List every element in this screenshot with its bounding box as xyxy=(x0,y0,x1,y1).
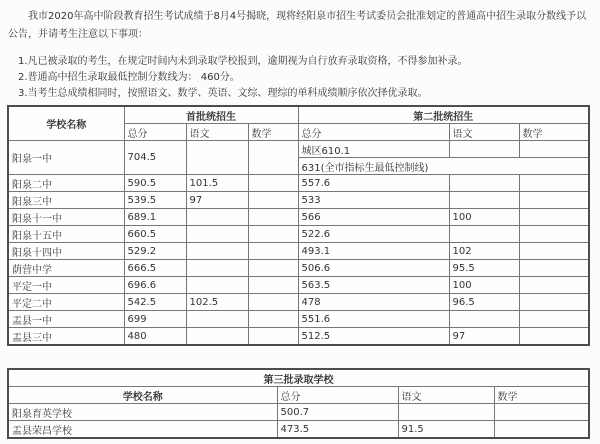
score-cell xyxy=(519,328,589,346)
score-cell xyxy=(519,175,589,192)
admission-notice xyxy=(8,8,592,102)
score-cell: 95.5 xyxy=(449,260,519,277)
score-cell: 533 xyxy=(298,192,449,209)
score-cell: 478 xyxy=(298,294,449,311)
score-cell: 512.5 xyxy=(298,328,449,346)
b1-chinese-header: 语文 xyxy=(186,124,248,141)
school-name-cell: 平定一中 xyxy=(8,277,124,294)
third-batch-title: 第三批录取学校 xyxy=(8,369,589,387)
table-row xyxy=(8,404,589,421)
notice-items xyxy=(8,54,592,102)
score-cell: 城区610.1 xyxy=(298,141,449,158)
school-name-cell: 阳泉育英学校 xyxy=(8,404,277,421)
score-cell: 522.6 xyxy=(298,226,449,243)
score-cell xyxy=(494,404,589,421)
table-row xyxy=(8,421,589,439)
third-batch-title-row xyxy=(8,369,589,387)
math-header: 数学 xyxy=(494,387,589,404)
score-cell: 506.6 xyxy=(298,260,449,277)
school-name-cell: 盂县荣昌学校 xyxy=(8,421,277,439)
school-name-cell: 阳泉十五中 xyxy=(8,226,124,243)
score-cell: 666.5 xyxy=(124,260,186,277)
table-row-yangquan-no1 xyxy=(8,141,589,158)
score-cell xyxy=(519,294,589,311)
school-name-header: 学校名称 xyxy=(8,106,124,141)
score-cell xyxy=(519,226,589,243)
score-cell xyxy=(519,192,589,209)
score-cell xyxy=(186,243,248,260)
score-cell: 696.6 xyxy=(124,277,186,294)
min-control-line-cell: 631(全市指标生最低控制线) xyxy=(298,158,589,175)
batch-header-row xyxy=(8,106,589,124)
score-cell xyxy=(519,141,589,158)
score-cell xyxy=(248,328,298,346)
score-cell xyxy=(449,141,519,158)
score-cell xyxy=(248,141,298,175)
score-cell xyxy=(449,311,519,328)
notice-intro: 我市2020年高中阶段教育招生考试成绩于8月4号揭晓，现将经阳泉市招生考试委员会批准划定的普通高中招生录取分数线予以公告，并请考生注意以下事项： xyxy=(8,11,587,40)
score-cell xyxy=(519,311,589,328)
score-cell: 500.7 xyxy=(277,404,398,421)
notice-item-2: 2.普通高中招生录取最低控制分数线为： 460分。 xyxy=(18,72,240,83)
school-name-cell: 盂县三中 xyxy=(8,328,124,346)
score-cell: 590.5 xyxy=(124,175,186,192)
score-cell xyxy=(248,175,298,192)
score-cell: 493.1 xyxy=(298,243,449,260)
score-cell xyxy=(449,192,519,209)
school-name-header: 学校名称 xyxy=(8,387,277,404)
school-name-cell: 阳泉十一中 xyxy=(8,209,124,226)
score-cell xyxy=(186,209,248,226)
score-cell: 480 xyxy=(124,328,186,346)
table-row xyxy=(8,226,589,243)
score-cell xyxy=(519,209,589,226)
school-name-cell: 盂县一中 xyxy=(8,311,124,328)
score-cell xyxy=(519,277,589,294)
school-name-cell: 阳泉二中 xyxy=(8,175,124,192)
third-batch-score-table xyxy=(7,368,590,439)
score-cell: 473.5 xyxy=(277,421,398,439)
score-cell: 704.5 xyxy=(124,141,186,175)
score-cell xyxy=(248,243,298,260)
second-batch-header: 第二批统招生 xyxy=(298,106,589,124)
table-row xyxy=(8,328,589,346)
score-cell xyxy=(248,209,298,226)
score-cell xyxy=(494,421,589,439)
score-cell: 539.5 xyxy=(124,192,186,209)
score-cell: 566 xyxy=(298,209,449,226)
table-row xyxy=(8,277,589,294)
score-cell xyxy=(186,311,248,328)
score-cell: 97 xyxy=(449,328,519,346)
score-cell: 100 xyxy=(449,209,519,226)
score-cell: 529.2 xyxy=(124,243,186,260)
score-cell: 100 xyxy=(449,277,519,294)
score-cell: 102.5 xyxy=(186,294,248,311)
score-cell: 97 xyxy=(186,192,248,209)
table-row xyxy=(8,209,589,226)
table-row xyxy=(8,243,589,260)
subject-header-row xyxy=(8,387,589,404)
score-cell xyxy=(248,294,298,311)
score-cell: 96.5 xyxy=(449,294,519,311)
score-cell xyxy=(398,404,494,421)
table-row xyxy=(8,192,589,209)
b1-total-header: 总分 xyxy=(124,124,186,141)
score-cell xyxy=(186,260,248,277)
b2-math-header: 数学 xyxy=(519,124,589,141)
score-cell xyxy=(519,243,589,260)
score-cell xyxy=(449,175,519,192)
school-name-cell: 阳泉三中 xyxy=(8,192,124,209)
b1-math-header: 数学 xyxy=(248,124,298,141)
score-cell xyxy=(248,277,298,294)
score-cell: 91.5 xyxy=(398,421,494,439)
score-cell: 551.6 xyxy=(298,311,449,328)
score-cell xyxy=(186,277,248,294)
score-cell: 102 xyxy=(449,243,519,260)
score-cell xyxy=(186,328,248,346)
score-cell xyxy=(186,141,248,175)
total-header: 总分 xyxy=(277,387,398,404)
first-batch-header: 首批统招生 xyxy=(124,106,298,124)
school-name-cell: 平定二中 xyxy=(8,294,124,311)
table-row xyxy=(8,311,589,328)
score-cell: 557.6 xyxy=(298,175,449,192)
score-cell xyxy=(248,260,298,277)
table-row xyxy=(8,260,589,277)
score-cell xyxy=(248,192,298,209)
first-second-batch-score-table xyxy=(7,105,590,346)
score-cell: 101.5 xyxy=(186,175,248,192)
score-cell: 542.5 xyxy=(124,294,186,311)
score-cell xyxy=(248,226,298,243)
score-cell: 699 xyxy=(124,311,186,328)
score-cell xyxy=(186,226,248,243)
score-cell: 689.1 xyxy=(124,209,186,226)
score-cell xyxy=(519,260,589,277)
table-row xyxy=(8,175,589,192)
score-cell xyxy=(248,311,298,328)
score-cell xyxy=(449,226,519,243)
b2-chinese-header: 语文 xyxy=(449,124,519,141)
school-name-cell: 阳泉十四中 xyxy=(8,243,124,260)
notice-item-3: 3.当考生总成绩相同时，按照语文、数学、英语、文综、理综的单科成绩顺序依次择优录取。 xyxy=(18,88,428,99)
chinese-header: 语文 xyxy=(398,387,494,404)
school-name-cell: 荫营中学 xyxy=(8,260,124,277)
b2-total-header: 总分 xyxy=(298,124,449,141)
notice-item-1: 1.凡已被录取的考生，在规定时间内未到录取学校报到，逾期视为自行放弃录取资格，不得参加补录。 xyxy=(18,56,468,67)
score-cell: 563.5 xyxy=(298,277,449,294)
school-name-cell: 阳泉一中 xyxy=(8,141,124,175)
table-row xyxy=(8,294,589,311)
score-cell: 660.5 xyxy=(124,226,186,243)
